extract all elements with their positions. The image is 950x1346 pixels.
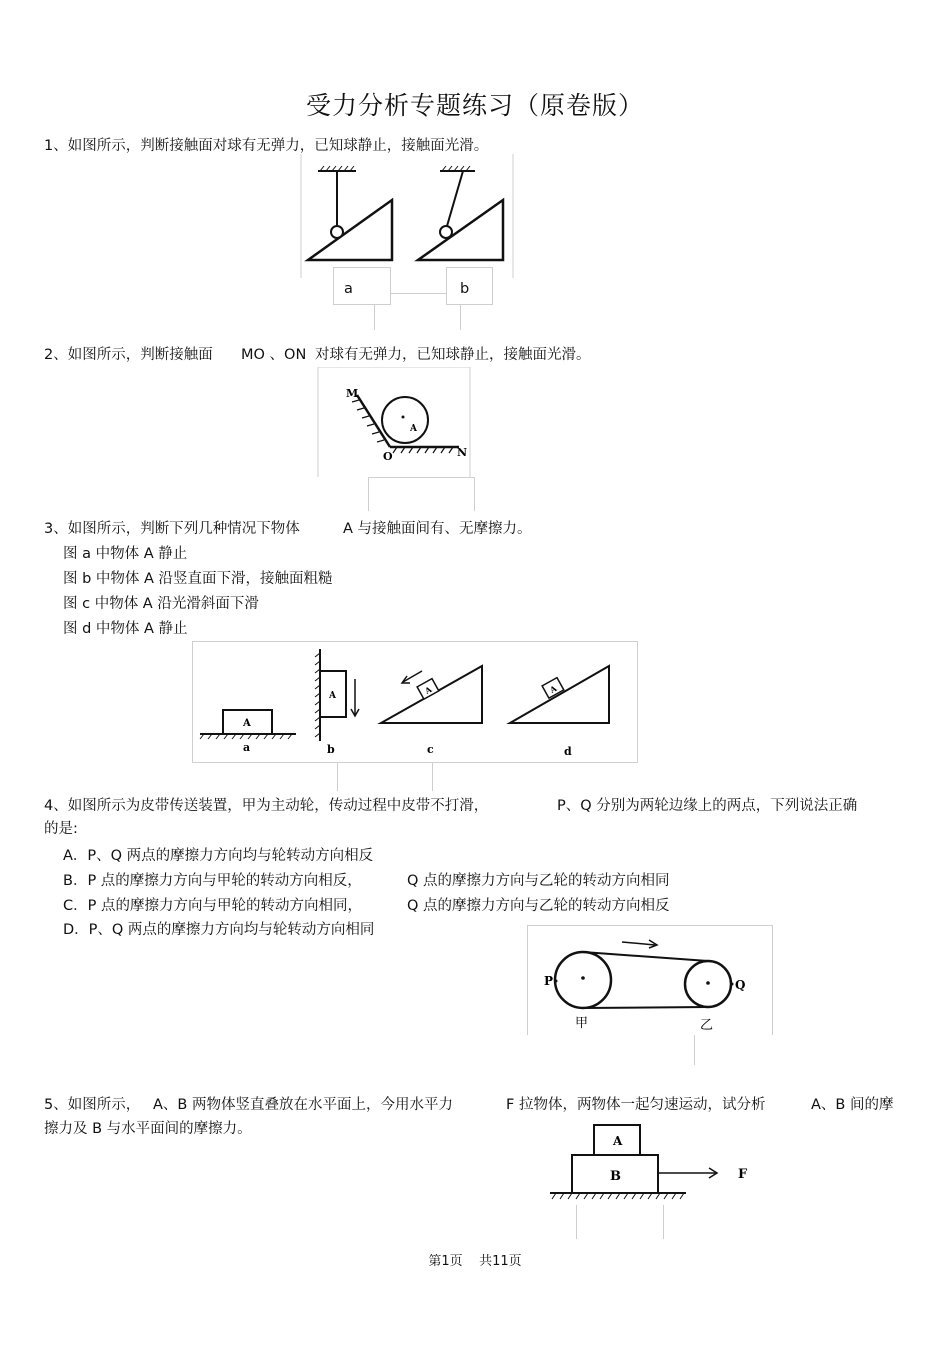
q5-label-f: F bbox=[738, 1167, 748, 1182]
question-2-text-prefix: 2、如图所示，判断接触面 bbox=[44, 347, 213, 363]
q1-label-box-a bbox=[333, 267, 391, 305]
question-3-figure bbox=[192, 641, 638, 763]
question-2-text-mid: MO 、ON bbox=[241, 347, 307, 363]
question-5-text-line2: 擦力及 B 与水平面间的摩擦力。 bbox=[44, 1121, 252, 1137]
q2-figure-svg bbox=[317, 367, 471, 477]
q3-item-c: 图 c 中物体 A 沿光滑斜面下滑 bbox=[63, 596, 259, 612]
q3-fig-a-block: A bbox=[243, 718, 251, 729]
q2-guide-left bbox=[368, 477, 369, 511]
q2-guide-right bbox=[474, 477, 475, 511]
q1-label-b: b bbox=[460, 281, 470, 297]
q1-label-box-b bbox=[446, 267, 493, 305]
q3-fig-d-block: A bbox=[547, 683, 559, 695]
q3-fig-label-b: b bbox=[327, 743, 335, 756]
question-5-figure bbox=[546, 1120, 766, 1240]
q3-guide-right bbox=[432, 763, 433, 791]
q4-label-q: Q bbox=[735, 978, 746, 992]
q5-label-b: B bbox=[610, 1169, 621, 1184]
q2-label-o: O bbox=[383, 450, 393, 463]
question-5-text-part3: F 拉物体，两物体一起匀速运动，试分析 bbox=[506, 1097, 766, 1113]
question-5-text-part1: 5、如图所示， bbox=[44, 1097, 141, 1113]
q4-label-p: P bbox=[544, 974, 554, 988]
question-2-text-suffix: 对球有无弹力，已知球静止，接触面光滑。 bbox=[315, 347, 591, 363]
q3-fig-label-c: c bbox=[427, 743, 434, 756]
question-1-figure bbox=[300, 154, 514, 278]
question-4-text-line1-prefix: 4、如图所示为皮带传送装置，甲为主动轮，传动过程中皮带不打滑， bbox=[44, 798, 489, 814]
question-5-text-part2: A、B 两物体竖直叠放在水平面上，今用水平力 bbox=[153, 1097, 453, 1113]
q2-label-m: M bbox=[346, 387, 359, 400]
q1-guide-right bbox=[460, 304, 461, 330]
q1-divider bbox=[390, 293, 446, 294]
q3-item-d: 图 d 中物体 A 静止 bbox=[63, 621, 188, 637]
q3-fig-label-a: a bbox=[243, 741, 251, 754]
q5-figure-svg bbox=[546, 1120, 766, 1240]
q3-fig-c-block: A bbox=[422, 684, 434, 696]
q4-option-b-tail: Q 点的摩擦力方向与乙轮的转动方向相同 bbox=[407, 873, 670, 889]
q4-option-d: D．P、Q 两点的摩擦力方向均与轮转动方向相同 bbox=[63, 922, 375, 938]
question-5-text-part4: A、B 间的摩 bbox=[811, 1097, 894, 1113]
q5-guide-left bbox=[576, 1205, 577, 1239]
q4-label-yi: 乙 bbox=[700, 1018, 714, 1033]
question-4-figure bbox=[527, 925, 773, 1035]
q3-figure-svg bbox=[192, 641, 638, 763]
q3-item-b: 图 b 中物体 A 沿竖直面下滑，接触面粗糙 bbox=[63, 571, 333, 587]
q4-figure-svg bbox=[527, 925, 773, 1035]
q5-guide-right bbox=[663, 1205, 664, 1239]
q1-guide-left bbox=[374, 304, 375, 330]
q2-label-a: A bbox=[410, 424, 417, 434]
question-4-text-line1-suffix: P、Q 分别为两轮边缘上的两点，下列说法正确 bbox=[557, 798, 858, 814]
page-footer: 第1页 共11页 bbox=[428, 1254, 522, 1269]
q4-option-c: C．P 点的摩擦力方向与甲轮的转动方向相同， bbox=[63, 898, 362, 914]
q2-guide-top bbox=[368, 477, 474, 478]
q3-item-a: 图 a 中物体 A 静止 bbox=[63, 546, 188, 562]
question-4-text-line2: 的是: bbox=[44, 821, 78, 837]
q1-figure-svg bbox=[300, 154, 514, 278]
q4-option-b: B．P 点的摩擦力方向与甲轮的转动方向相反， bbox=[63, 873, 362, 889]
page-title: 受力分析专题练习（原卷版） bbox=[305, 91, 644, 120]
q1-label-a: a bbox=[344, 281, 353, 297]
q2-label-n: N bbox=[457, 446, 468, 459]
question-2-figure bbox=[317, 367, 471, 477]
q3-fig-b-block: A bbox=[329, 691, 336, 701]
q3-fig-label-d: d bbox=[564, 745, 572, 758]
q4-label-jia: 甲 bbox=[575, 1016, 589, 1031]
question-3-text-prefix: 3、如图所示，判断下列几种情况下物体 bbox=[44, 521, 300, 537]
q4-option-c-tail: Q 点的摩擦力方向与乙轮的转动方向相反 bbox=[407, 898, 670, 914]
q3-guide-left bbox=[337, 763, 338, 791]
q5-label-a: A bbox=[613, 1134, 623, 1148]
q4-option-a: A．P、Q 两点的摩擦力方向均与轮转动方向相反 bbox=[63, 848, 374, 864]
question-3-text-suffix: A 与接触面间有、无摩擦力。 bbox=[343, 521, 532, 537]
q4-guide bbox=[694, 1035, 695, 1065]
question-1-text: 1、如图所示，判断接触面对球有无弹力，已知球静止，接触面光滑。 bbox=[44, 138, 489, 154]
